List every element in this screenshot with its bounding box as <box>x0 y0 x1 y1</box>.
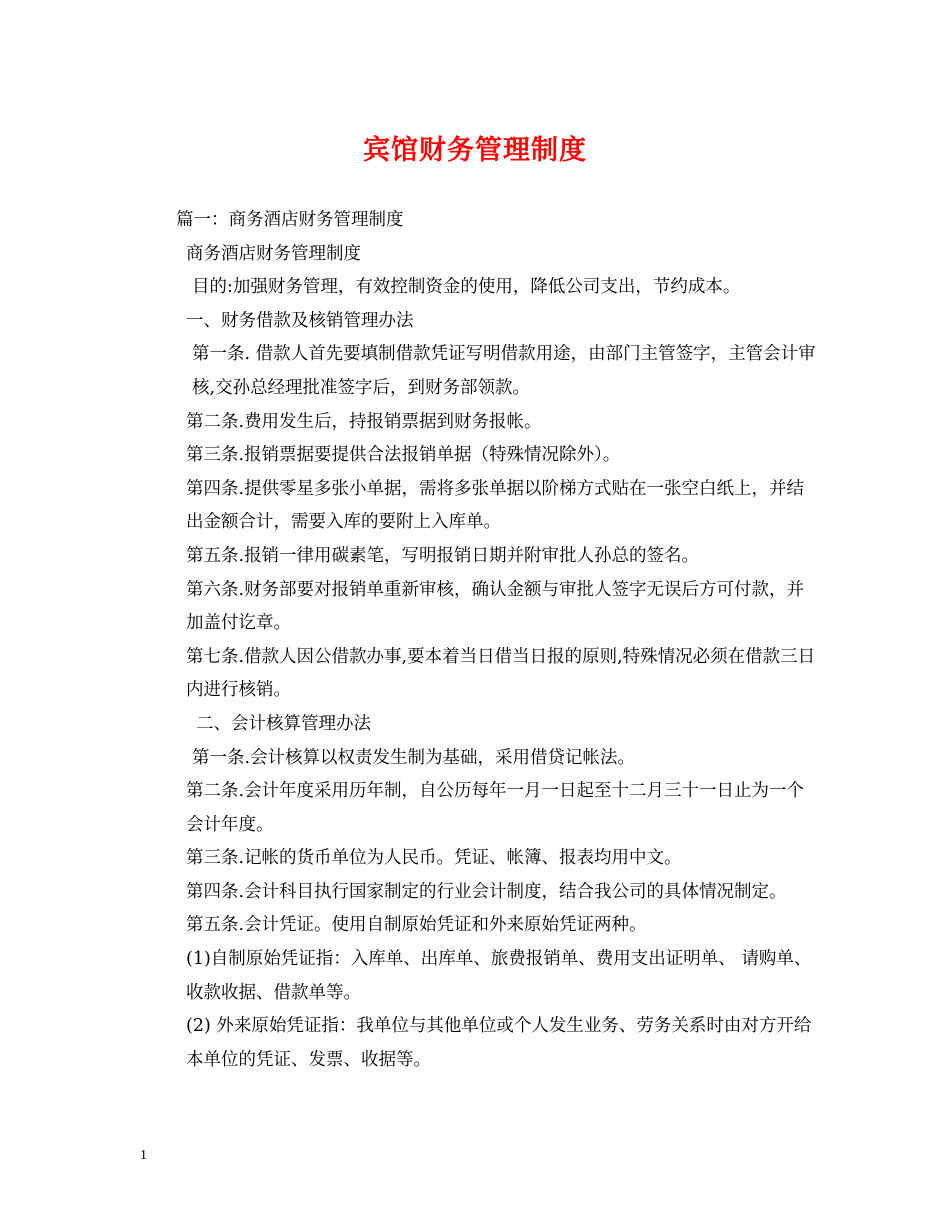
paragraph-heading-2: 二、会计核算管理办法 <box>196 713 371 734</box>
paragraph-article: 第七条.借款人因公借款办事,要本着当日借当日报的原则,特殊情况必须在借款三日内进行核销。 <box>186 646 816 701</box>
paragraph-heading-1: 一、财务借款及核销管理办法 <box>186 310 414 331</box>
document-title: 宾馆财务管理制度 <box>363 135 587 166</box>
paragraph-article: 第六条.财务部要对报销单重新审核，确认金额与审批人签字无误后方可付款，并加盖付讫章。 <box>186 579 805 634</box>
paragraph-purpose: 目的:加强财务管理，有效控制资金的使用，降低公司支出，节约成本。 <box>192 277 741 298</box>
paragraph-subtitle: 商务酒店财务管理制度 <box>186 243 361 264</box>
paragraph-article: 第五条.会计凭证。使用自制原始凭证和外来原始凭证两种。 <box>186 915 647 936</box>
paragraph-section-heading: 篇一：商务酒店财务管理制度 <box>176 210 404 230</box>
paragraph-article: 第一条.会计核算以权责发生制为基础，采用借贷记帐法。 <box>192 747 636 768</box>
page-number: 1 <box>140 1148 147 1163</box>
paragraph-article: 第四条.提供零星多张小单据，需将多张单据以阶梯方式贴在一张空白纸上，并结出金额合计，需要入库的要附上入库单。 <box>186 478 805 533</box>
paragraph-article: 第四条.会计科目执行国家制定的行业会计制度，结合我公司的具体情况制定。 <box>186 881 787 902</box>
document-body <box>140 204 820 1077</box>
paragraph-list-item: (2) 外来原始凭证指：我单位与其他单位或个人发生业务、劳务关系时由对方开给本单位的凭证、发票、收据等。 <box>186 1016 812 1070</box>
paragraph-list-item: (1)自制原始凭证指：入库单、出库单、旅费报销单、费用支出证明单、 请购单、收款收据、借款单等。 <box>186 949 812 1003</box>
paragraph-article: 第五条.报销一律用碳素笔，写明报销日期并附审批人孙总的签名。 <box>186 545 700 566</box>
paragraph-article: 第二条.会计年度采用历年制，自公历每年一月一日起至十二月三十一日止为一个会计年度。 <box>186 781 805 835</box>
paragraph-article: 第二条.费用发生后，持报销票据到财务报帐。 <box>186 411 542 432</box>
paragraph-article: 第三条.报销票据要提供合法报销单据（特殊情况除外）。 <box>186 445 621 466</box>
paragraph-article: 第一条. 借款人首先要填制借款凭证写明借款用途，由部门主管签字，主管会计审核,交孙总经理批准签字后，到财务部领款。 <box>192 344 816 398</box>
paragraph-article: 第三条.记帐的货币单位为人民币。凭证、帐簿、报表均用中文。 <box>186 848 682 869</box>
